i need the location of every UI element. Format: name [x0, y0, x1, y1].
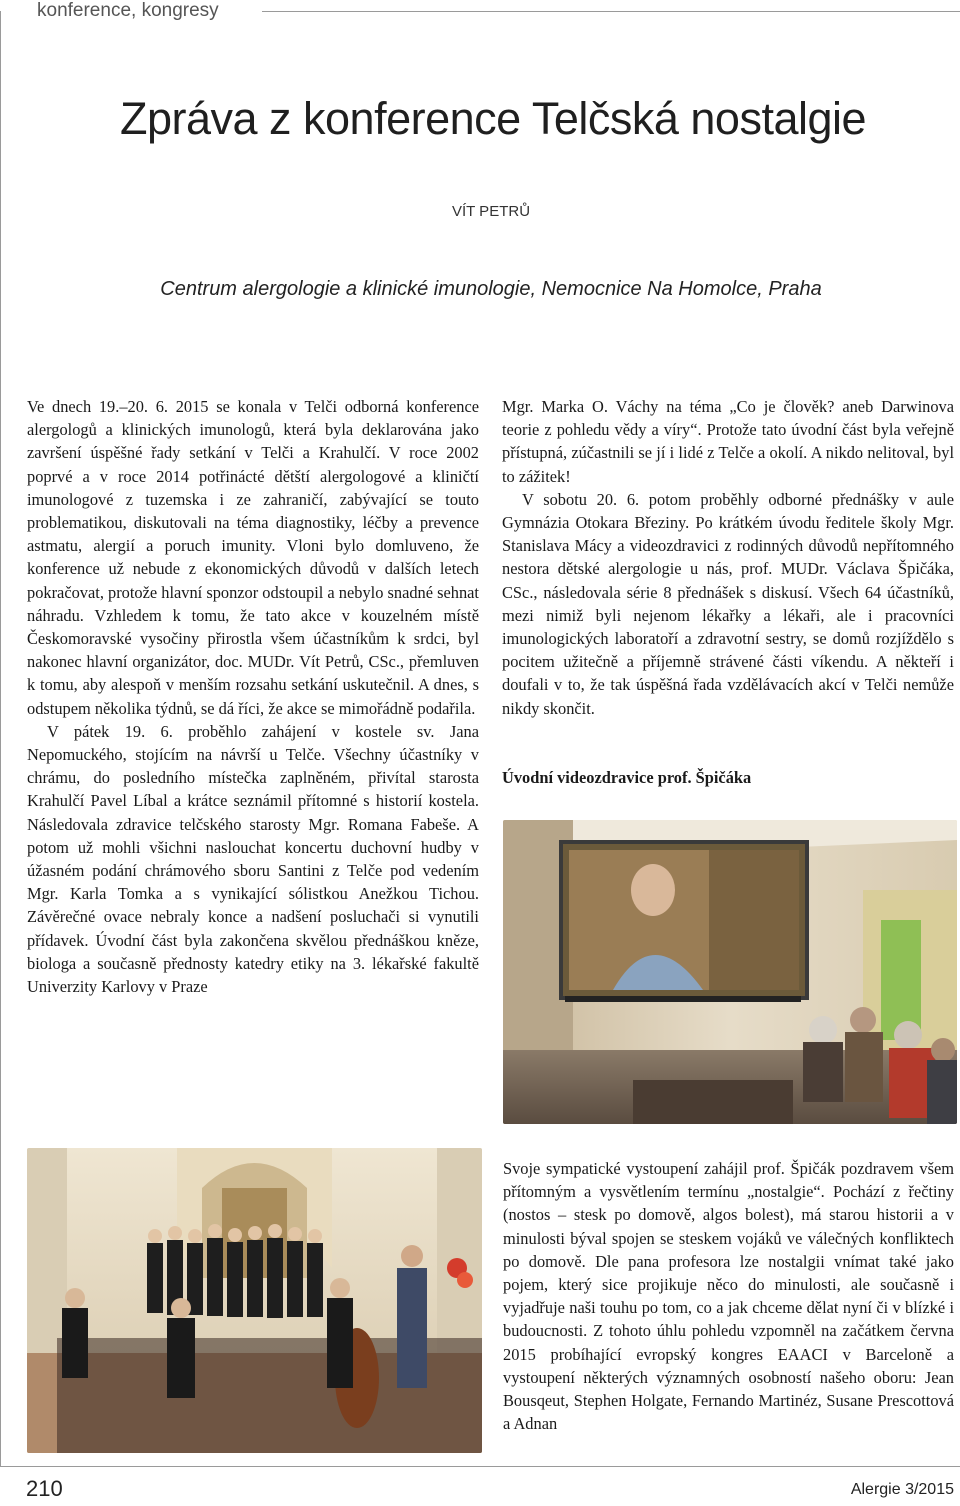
- article-title: Zpráva z konference Telčská nostalgie: [119, 93, 867, 144]
- page-number: 210: [26, 1476, 63, 1501]
- article-author: VÍT PETRŮ: [451, 203, 531, 220]
- photo-lecture-hall: [503, 820, 957, 1124]
- section-tag: konference, kongresy: [37, 0, 219, 21]
- journal-issue: Alergie 3/2015: [850, 1481, 954, 1498]
- paragraph-spicak: Svoje sympatické vystoupení zahájil prof. Špičák pozdravem všem přítomným a vysvětlením termínu „nostalgie“. Pochází z řečtiny (nostos – stesk po domově, algos bolest), má starou historii a v minulosti býval spojen se steskem vojáků ve válečných konfliktech po domově. Dle pana profesora lze nostalgii vnímat také jako pojem, který sice projikuje něco do minulosti, ale současně i vyjadřuje naši touhu po tom, co a jak chceme dělat nyní či v blízké i budoucnosti. Z tohoto úhlu pohledu vzpomněl na začátkem června 2015 probíhající evropský kongres EAACI v Barceloně a vystoupení některých významných osobností našeho oboru: Jean Bousqeut, Stephen Holgate, Fernando Martinéz, Susane Prescottová a Adnan: [503, 1159, 954, 1434]
- header-rule: [262, 11, 960, 12]
- paragraph-friday: V pátek 19. 6. proběhlo zahájení v kostele sv. Jana Nepomuckého, stojícím na návrší u Telče. Všechny účastníky v chrámu, do posledního místečka zaplněném, přivítal starosta Krahulčí Pavel Líbal a krátce seznámil přítomné s historií kostela. Následovala zdravice telčského starosty Mgr. Romana Fabeše. A potom už mohli všichni naslouchat koncertu duchovní hudby v úžasném podání chrámového sboru Santini z Telče pod vedením Mgr. Karla Tomka a s vynikající sólistkou Anežkou Tichou. Závěrečné ovace nebraly konce a nadšení posluchači si vynutili přídavek. Úvodní část byla zakončena skvělou přednáškou kněze, biologa a současně přednosty katedry etiky na 3. lékařské fakultě Univerzity Karlovy v Praze: [27, 721, 479, 997]
- subheading: Úvodní videozdravice prof. Špičáka: [502, 768, 752, 787]
- left-column: [27, 395, 479, 998]
- article-affiliation: Centrum alergologie a klinické imunologie, Nemocnice Na Homolce, Praha: [160, 278, 822, 300]
- footer-rule: [0, 1466, 960, 1467]
- bottom-right-column: [503, 1157, 954, 1435]
- right-column: [502, 395, 954, 720]
- paragraph-saturday: V sobotu 20. 6. potom proběhly odborné přednášky v aule Gymnázia Otokara Březiny. Po krátkém úvodu ředitele školy Mgr. Stanislava Mácy a videozdravici z rodinných důvodů nepřítomného nestora dětské alergologie u nás, prof. MUDr. Václava Špičáka, CSc., následovala série 8 přednášek s diskusí. Všech 64 účastníků, mezi nimiž byli nejenom lékařky a lékaři, ale i pracovníci imunologických laboratoří a zdravotní sestry, se domů rozjíždělo s pocitem užitečně a příjemně strávené části víkendu. A někteří i doufali v to, že tak úspěšná řada vzdělávacích akcí v Telči nemůže nikdy skončit.: [502, 489, 954, 718]
- lecture-hall-illustration: [503, 820, 957, 1124]
- subheading-wrap: [502, 766, 954, 789]
- left-margin-rule: [0, 11, 1, 1466]
- photo-church-concert: [27, 1148, 482, 1453]
- paragraph-vacha: Mgr. Marka O. Váchy na téma „Co je člověk? aneb Darwinova teorie z pohledu vědy a víry“. Protože tato úvodní část byla veřejně přístupná, zúčastnili se jí i lidé z Telče a okolí. A nikdo nelitoval, byl to zážitek!: [502, 397, 954, 486]
- church-concert-illustration: [27, 1148, 482, 1453]
- paragraph-intro: Ve dnech 19.–20. 6. 2015 se konala v Telči odborná konference alergologů a klinických imunologů, která byla deklarována jako završení úspěšné řady setkání v Telči a Krahulčí. V roce 2002 poprvé a v roce 2014 potřinácté dětští alergologové a kliničtí imunologové z tuzemska i ze zahraničí, zabývající se touto problematikou, diskutovali na téma diagnostiky, léčby a prevence astmatu, alergií a poruch imunity. Vloni bylo domluveno, že konference už nebude z ekonomických důvodů v dalších letech pokračovat, protože hlavní sponzor odstoupil a nebylo snadné sehnat náhradu. Vzhledem k tomu, že tato akce v kouzelném místě Českomoravské vysočiny přirostla všem účastníkům k srdci, byl nakonec hlavní organizátor, doc. MUDr. Vít Petrů, CSc., přemluven k tomu, aby alespoň v menším rozsahu setkání uskutečnil. A dnes, s odstupem několika týdnů, se dá říci, že akce se mimořádně podařila.: [27, 397, 479, 718]
